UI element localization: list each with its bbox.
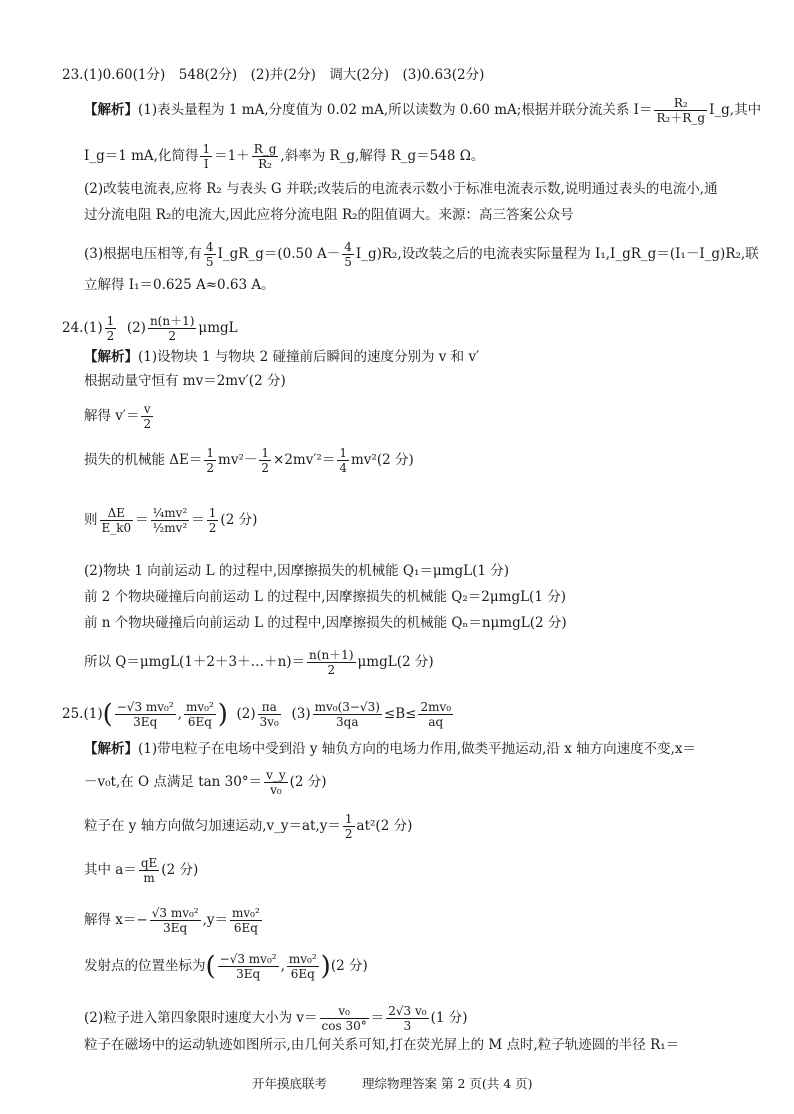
q25-analysis-line5: 解得 x＝− $\frac{\text{√3 mv₀²}}{3Eq}$ ,y＝ $\frac{\text{mv₀²}}{6Eq}$ bbox=[84, 906, 260, 935]
q23-analysis-line5: (3)根据电压相等,有 $\frac{4}{5}$ I_gR_g＝(0.50 A－ $\frac{4}{5}$ I_g)R₂,设改装之后的电流表实际量程为 I₁,I_gR_g＝(I₁－I_g)R₂,联 bbox=[84, 240, 759, 269]
fraction: $\frac{4}{5}$ bbox=[344, 240, 352, 269]
q24-analysis-line4: 损失的机械能 ΔE＝ $\frac{1}{2}$ mv²－ $\frac{1}{2}$ ×2mv′²＝ $\frac{1}{4}$ mv²(2 分) bbox=[84, 446, 414, 475]
fraction: $\frac{\text{mv₀²}}{6Eq}$ bbox=[232, 906, 260, 935]
q24-analysis-line6: (2)物块 1 向前运动 L 的过程中,因摩擦损失的机械能 Q₁＝μmgL(1 分) bbox=[84, 563, 509, 579]
analysis-tag: 【解析】 bbox=[84, 349, 138, 365]
q25-analysis-line2: －v₀t,在 O 点满足 tan 30°＝ $\frac{v\_y}{\text{v₀}}$ (2 分) bbox=[84, 768, 327, 797]
fraction: $\frac{\text{−√3 mv₀²}}{3Eq}$ bbox=[116, 700, 174, 729]
fraction: $\frac{1}{2}$ bbox=[206, 446, 215, 475]
fraction: $\frac{1}{4}$ bbox=[339, 446, 347, 475]
q24-analysis-line7: 前 2 个物块碰撞后向前运动 L 的过程中,因摩擦损失的机械能 Q₂＝2μmgL(1 分) bbox=[84, 589, 566, 605]
fraction: $\frac{1}{2}$ bbox=[208, 506, 217, 535]
fraction: $\frac{\text{2mv₀}}{aq}$ bbox=[420, 700, 452, 729]
q23-answer: 23.(1)0.60(1分) 548(2分) (2)并(2分) 调大(2分) (3)0.63(2分) bbox=[62, 67, 485, 83]
fraction: $\frac{\Delta E}{E\_k0}$ bbox=[101, 506, 132, 535]
q24-analysis-line5: 则 $\frac{\Delta E}{E\_k0}$ ＝ $\frac{\text{¼mv²}}{\text{½mv²}}$ ＝ $\frac{1}{2}$ (2 分) bbox=[84, 506, 258, 535]
q24-analysis-line1: 【解析】(1)设物块 1 与物块 2 碰撞前后瞬间的速度分别为 v 和 v′ bbox=[84, 349, 480, 365]
fraction: $\frac{1}{2}$ bbox=[106, 314, 115, 343]
fraction: $\frac{\text{mv₀(3−√3)}}{3qa}$ bbox=[314, 700, 380, 729]
fraction: $\frac{1}{I}$ bbox=[202, 142, 211, 171]
q23-analysis-line6: 立解得 I₁＝0.625 A≈0.63 A。 bbox=[84, 277, 275, 293]
fraction: $\frac{\text{mv₀²}}{6Eq}$ bbox=[288, 952, 317, 981]
q25-analysis-line4: 其中 a＝ $\frac{qE}{m}$ (2 分) bbox=[84, 856, 199, 885]
q23-analysis-line1: 【解析】(1)表头量程为 1 mA,分度值为 0.02 mA,所以读数为 0.60 mA;根据并联分流关系 I＝ $\frac{\text{R₂}}{\text{R₂＋R\_g}}$ I_g,其中 bbox=[84, 96, 762, 125]
q25-analysis-line8: 粒子在磁场中的运动轨迹如图所示,由几何关系可知,打在荧光屏上的 M 点时,粒子轨迹圆的半径 R₁＝ bbox=[84, 1037, 680, 1053]
q25-analysis-line1: 【解析】(1)带电粒子在电场中受到沿 y 轴负方向的电场力作用,做类平抛运动,沿 x 轴方向速度不变,x＝ bbox=[84, 741, 697, 757]
q23-analysis-line2: I_g＝1 mA,化简得 $\frac{1}{I}$ ＝1＋ $\frac{R\_g}{\text{R₂}}$ ,斜率为 R_g,解得 R_g＝548 Ω。 bbox=[84, 142, 485, 171]
fraction: $\frac{v\_y}{\text{v₀}}$ bbox=[266, 768, 286, 797]
fraction: $\frac{\text{R₂}}{\text{R₂＋R\_g}}$ bbox=[656, 96, 706, 125]
q24-analysis-line2: 根据动量守恒有 mv＝2mv′(2 分) bbox=[84, 373, 286, 389]
fraction: $\frac{\text{2√3 v₀}}{3}$ bbox=[388, 1004, 427, 1033]
fraction: $\frac{\pi a}{\text{3v₀}}$ bbox=[259, 700, 279, 729]
q25-analysis-line6: 发射点的位置坐标为( $\frac{\text{−√3 mv₀²}}{3Eq}$ , $\frac{\text{mv₀²}}{6Eq}$ )(2 分) bbox=[84, 951, 368, 982]
q25-analysis-line3: 粒子在 y 轴方向做匀加速运动,v_y＝at,y＝ $\frac{1}{2}$ at²(2 分) bbox=[84, 812, 413, 841]
q25-analysis-line7: (2)粒子进入第四象限时速度大小为 v＝ $\frac{\text{v₀}}{\cos 30^\circ}$ ＝ $\frac{\text{2√3 v₀}}{3}$ (1 分) bbox=[84, 1004, 468, 1033]
analysis-tag: 【解析】 bbox=[84, 102, 138, 118]
fraction: $\frac{v}{2}$ bbox=[143, 402, 152, 431]
footer-page-info: 理综物理答案 第 2 页(共 4 页) bbox=[362, 1076, 533, 1091]
q24-analysis-line9: 所以 Q＝μmgL(1＋2＋3＋…＋n)＝ $\frac{n(n+1)}{2}$ μmgL(2 分) bbox=[84, 648, 434, 677]
q24-analysis-line3: 解得 v′＝ $\frac{v}{2}$ bbox=[84, 402, 152, 431]
q24-analysis-line8: 前 n 个物块碰撞后向前运动 L 的过程中,因摩擦损失的机械能 Qₙ＝nμmgL(2 分) bbox=[84, 615, 567, 631]
fraction: $\frac{qE}{m}$ bbox=[140, 856, 158, 885]
fraction: $\frac{1}{2}$ bbox=[261, 446, 270, 475]
fraction: $\frac{1}{2}$ bbox=[344, 812, 353, 841]
q23-analysis-line3: (2)改装电流表,应将 R₂ 与表头 G 并联;改装后的电流表示数小于标准电流表示数,说明通过表头的电流小,通 bbox=[84, 181, 718, 197]
analysis-tag: 【解析】 bbox=[84, 741, 138, 757]
fraction: $\frac{n(n+1)}{2}$ bbox=[149, 314, 195, 343]
fraction: $\frac{\text{¼mv²}}{\text{½mv²}}$ bbox=[152, 506, 188, 535]
q25-answer: 25.(1)( $\frac{\text{−√3 mv₀²}}{3Eq}$ , $\frac{\text{mv₀²}}{6Eq}$ ) (2) $\frac{\pi a}{\text{3v₀}}$ (3) $\frac{\text{mv₀(3−√3)}}{3qa}$ ≤B≤ $\frac{\text{2mv₀}}{aq}$ bbox=[62, 699, 452, 730]
fraction: $\frac{\text{−√3 mv₀²}}{3Eq}$ bbox=[219, 952, 277, 981]
q24-answer: 24.(1) $\frac{1}{2}$ (2) $\frac{n(n+1)}{2}$ μmgL bbox=[62, 314, 238, 343]
fraction: $\frac{n(n+1)}{2}$ bbox=[309, 648, 354, 677]
fraction: $\frac{4}{5}$ bbox=[205, 240, 214, 269]
fraction: $\frac{R\_g}{\text{R₂}}$ bbox=[253, 142, 277, 171]
fraction: $\frac{\text{mv₀²}}{6Eq}$ bbox=[185, 700, 214, 729]
fraction: $\frac{\text{√3 mv₀²}}{3Eq}$ bbox=[151, 906, 199, 935]
fraction: $\frac{\text{v₀}}{\cos 30^\circ}$ bbox=[321, 1004, 367, 1033]
q23-analysis-line4: 过分流电阻 R₂的电流大,因此应将分流电阻 R₂的阻值调大。来源：高三答案公众号 bbox=[84, 207, 574, 223]
footer-exam-name: 开年摸底联考 bbox=[252, 1076, 328, 1091]
